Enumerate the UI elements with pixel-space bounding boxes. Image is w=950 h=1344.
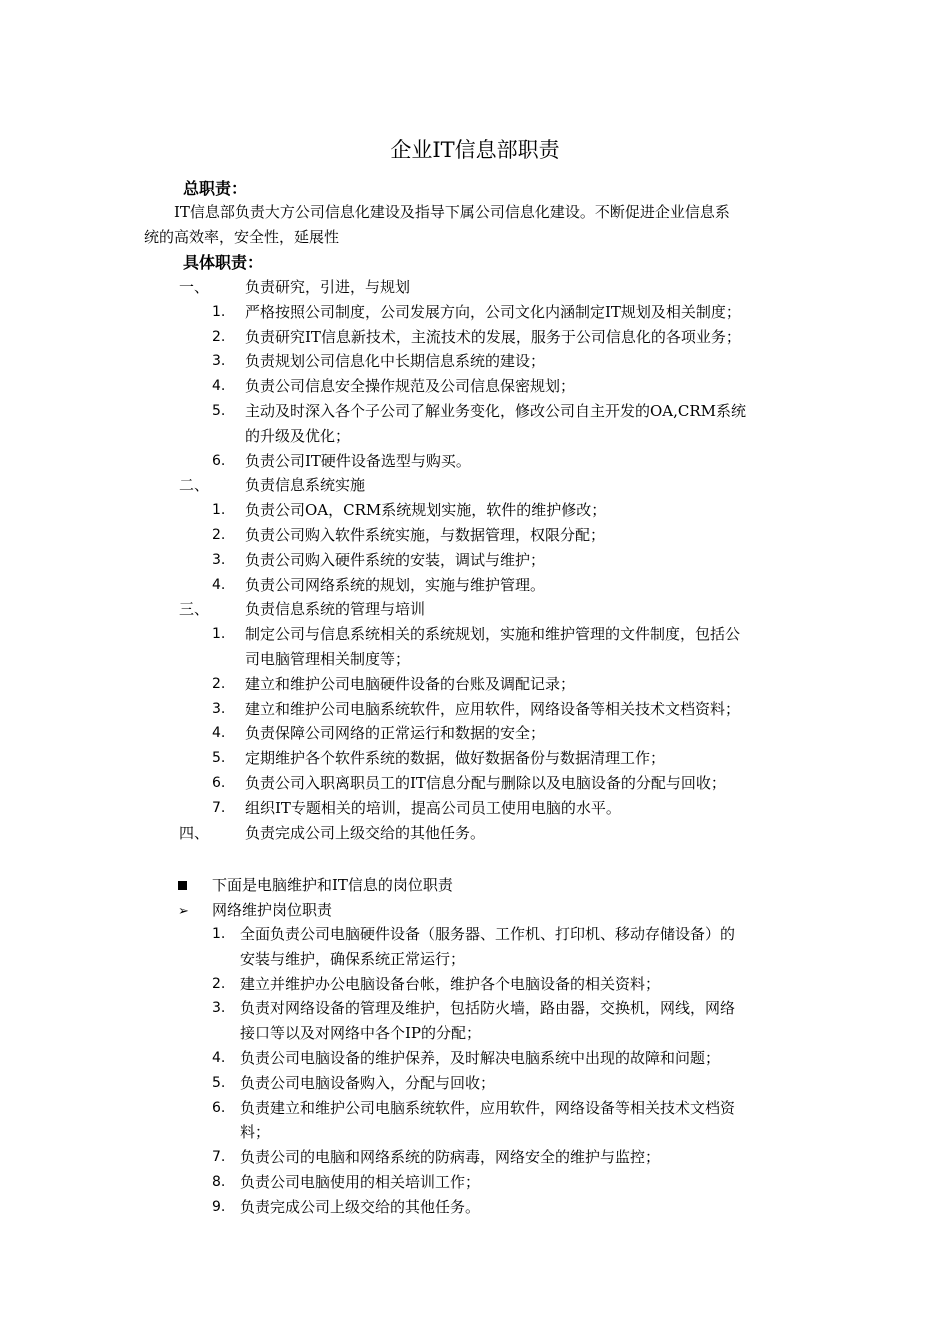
arrow-bullet-icon: ➢ xyxy=(178,904,189,919)
list-item-text: 安装与维护，确保系统正常运行； xyxy=(240,949,466,968)
list-item-text: 负责公司电脑设备购入，分配与回收； xyxy=(240,1073,496,1092)
list-item-text: 司电脑管理相关制度等； xyxy=(245,650,411,668)
section-marker: 四、 xyxy=(179,823,210,842)
list-item-text: 负责公司入职离职员工的IT信息分配与删除以及电脑设备的分配与回收； xyxy=(245,774,726,792)
square-bullet-icon xyxy=(178,873,187,897)
general-text-line-1: IT信息部负责大方公司信息化建设及指导下属公司信息化建设。不断促进企业信息系 xyxy=(174,203,730,221)
list-item-text: 负责公司电脑使用的相关培训工作； xyxy=(240,1173,481,1191)
list-item-text: 负责公司信息安全操作规范及公司信息保密规划； xyxy=(245,377,576,396)
list-item-number: 6. xyxy=(212,452,226,469)
list-item-text: 接口等以及对网络中各个IP的分配； xyxy=(240,1024,482,1043)
section-heading: 负责研究，引进，与规划 xyxy=(245,278,411,296)
general-text-line-2: 统的高效率，安全性，延展性 xyxy=(144,228,340,246)
list-item-text: 制定公司与信息系统相关的系统规划，实施和维护管理的文件制度，包括公 xyxy=(245,625,741,644)
list-item-number: 1. xyxy=(212,926,226,942)
list-item-number: 2. xyxy=(212,527,226,543)
list-item-text: 料； xyxy=(240,1123,271,1142)
section-heading: 负责信息系统实施 xyxy=(245,476,366,495)
list-item-text: 组织IT专题相关的培训，提高公司员工使用电脑的水平。 xyxy=(245,798,621,817)
list-item-number: 2. xyxy=(212,328,226,345)
list-item-number: 5. xyxy=(212,1074,226,1091)
section-heading: 负责信息系统的管理与培训 xyxy=(245,600,426,619)
arrow-heading: 网络维护岗位职责 xyxy=(212,901,333,919)
list-item-number: 4. xyxy=(212,576,226,593)
list-item-text: 负责建立和维护公司电脑系统软件，应用软件，网络设备等相关技术文档资 xyxy=(240,1098,736,1117)
list-item-text: 主动及时深入各个子公司了解业务变化，修改公司自主开发的OA,CRM系统 xyxy=(245,402,747,420)
list-item-text: 负责公司网络系统的规划，实施与维护管理。 xyxy=(245,575,546,594)
list-item-text: 全面负责公司电脑硬件设备（服务器、工作机、打印机、移动存储设备）的 xyxy=(240,925,736,943)
list-item-number: 2. xyxy=(212,675,226,692)
list-item-text: 负责规划公司信息化中长期信息系统的建设； xyxy=(245,352,546,371)
list-item-text: 建立和维护公司电脑硬件设备的台账及调配记录； xyxy=(245,674,576,693)
list-item-number: 1. xyxy=(212,303,226,320)
list-item-number: 3. xyxy=(212,353,226,370)
list-item-text: 的升级及优化； xyxy=(245,426,351,445)
section-marker: 二、 xyxy=(179,476,210,495)
list-item-text: 负责公司OA，CRM系统规划实施，软件的维护修改； xyxy=(245,501,607,520)
list-item-number: 8. xyxy=(212,1174,226,1190)
list-item-text: 建立并维护办公电脑设备台帐，维护各个电脑设备的相关资料； xyxy=(240,974,661,993)
list-item-text: 负责完成公司上级交给的其他任务。 xyxy=(240,1197,481,1216)
list-item-text: 负责保障公司网络的正常运行和数据的安全； xyxy=(245,724,546,743)
list-item-number: 7. xyxy=(212,1149,226,1166)
list-item-text: 建立和维护公司电脑系统软件，应用软件，网络设备等相关技术文档资料； xyxy=(245,699,741,718)
list-item-text: 负责公司购入软件系统实施，与数据管理，权限分配； xyxy=(245,526,606,544)
section-heading: 负责完成公司上级交给的其他任务。 xyxy=(245,823,486,842)
list-item-number: 5. xyxy=(212,750,226,767)
list-item-number: 2. xyxy=(212,975,226,992)
bullet-heading: 下面是电脑维护和IT信息的岗位职责 xyxy=(212,876,453,894)
list-item-number: 6. xyxy=(212,1099,226,1116)
list-item-text: 严格按照公司制度，公司发展方向，公司文化内涵制定IT规划及相关制度； xyxy=(245,302,741,321)
page-title: 企业IT信息部职责 xyxy=(390,138,560,162)
specific-heading: 具体职责： xyxy=(183,253,264,272)
list-item-number: 1. xyxy=(212,626,226,643)
list-item-text: 负责研究IT信息新技术，主流技术的发展，服务于公司信息化的各项业务； xyxy=(245,327,741,346)
list-item-number: 3. xyxy=(212,1000,226,1017)
list-item-text: 负责公司购入硬件系统的安装，调试与维护； xyxy=(245,550,546,569)
section-marker: 一、 xyxy=(179,278,210,296)
list-item-number: 6. xyxy=(212,775,226,791)
list-item-text: 负责公司IT硬件设备选型与购买。 xyxy=(245,451,471,470)
list-item-number: 9. xyxy=(212,1198,226,1215)
list-item-number: 3. xyxy=(212,551,226,568)
list-item-text: 负责对网络设备的管理及维护，包括防火墙，路由器，交换机，网线，网络 xyxy=(240,999,736,1018)
general-heading: 总职责： xyxy=(183,179,248,198)
list-item-text: 负责公司电脑设备的维护保养，及时解决电脑系统中出现的故障和问题； xyxy=(240,1049,721,1067)
list-item-number: 3. xyxy=(212,700,226,717)
list-item-text: 负责公司的电脑和网络系统的防病毒，网络安全的维护与监控； xyxy=(240,1148,661,1167)
list-item-number: 7. xyxy=(212,799,226,816)
section-marker: 三、 xyxy=(179,600,210,619)
list-item-number: 5. xyxy=(212,403,226,419)
list-item-number: 4. xyxy=(212,1050,226,1066)
list-item-number: 4. xyxy=(212,378,226,395)
list-item-text: 定期维护各个软件系统的数据，做好数据备份与数据清理工作； xyxy=(245,749,666,768)
list-item-number: 4. xyxy=(212,725,226,742)
list-item-number: 1. xyxy=(212,502,226,519)
